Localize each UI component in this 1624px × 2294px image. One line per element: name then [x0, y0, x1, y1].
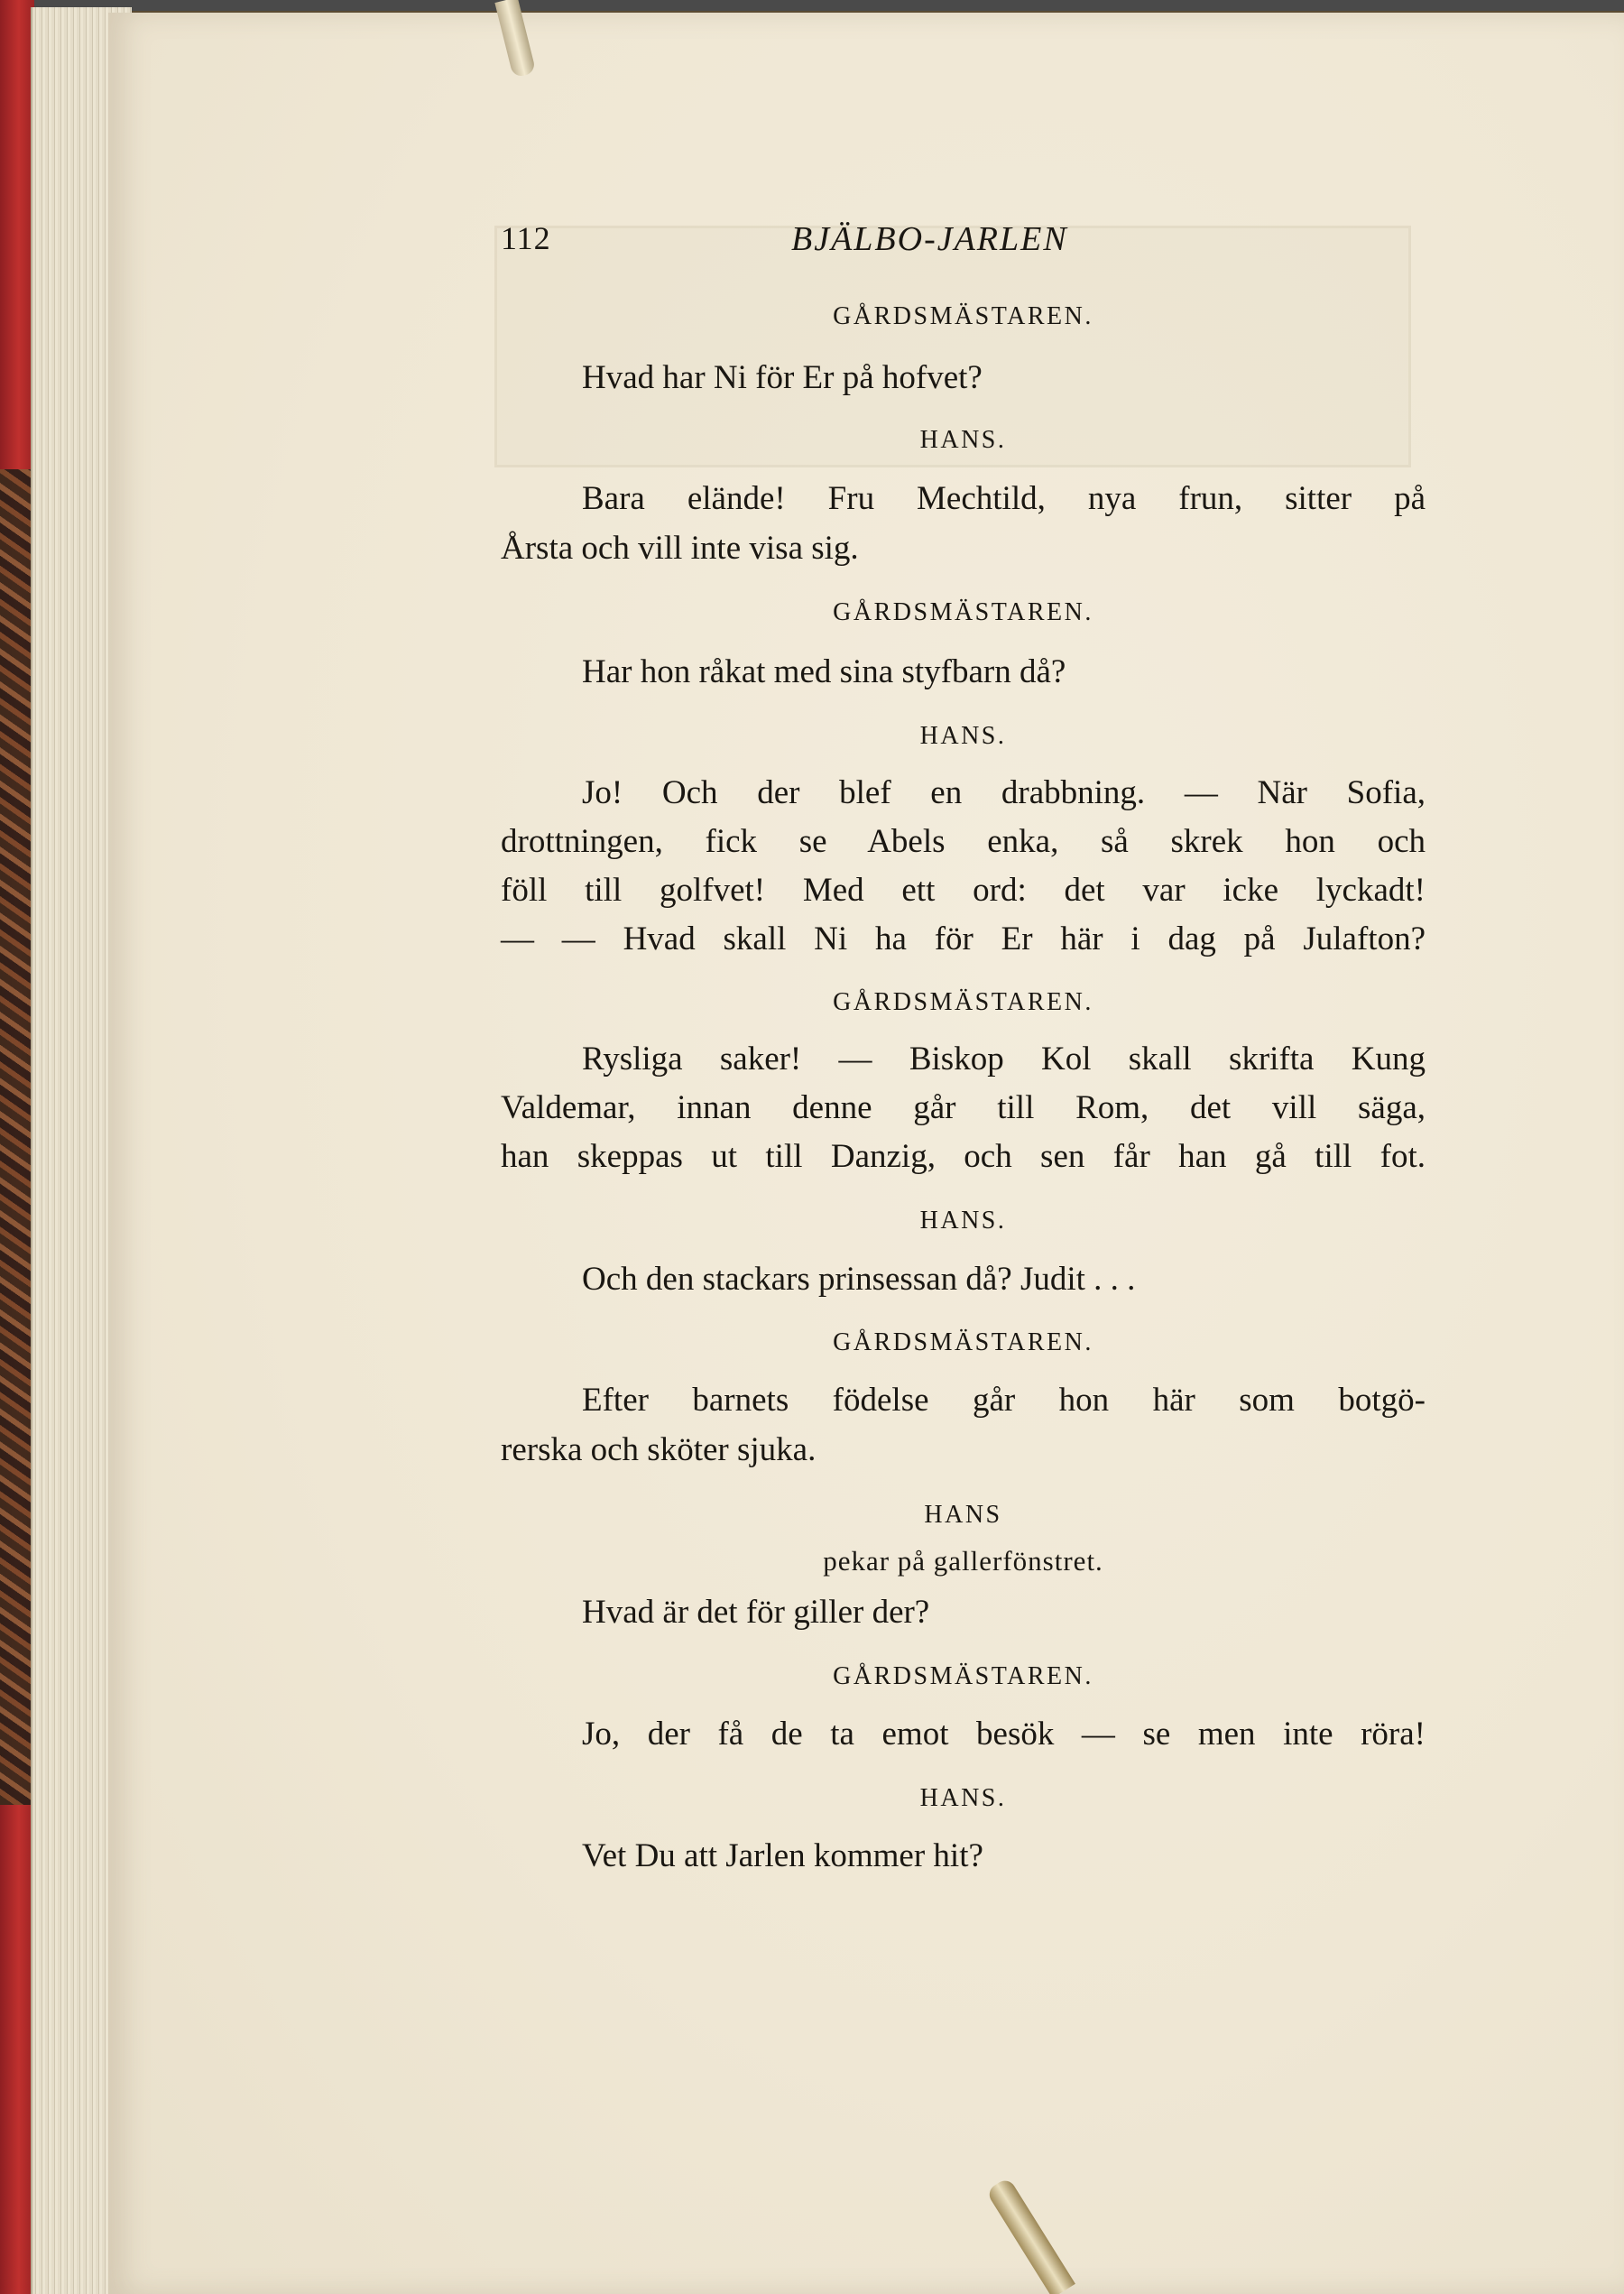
- dialogue-line: Och den stackars prinsessan då? Judit . . .: [582, 1261, 1136, 1298]
- dialogue-line: rerska och sköter sjuka.: [501, 1431, 817, 1468]
- page-number: 112: [501, 220, 551, 256]
- dialogue-line: Årsta och vill inte visa sig.: [501, 530, 859, 567]
- dialogue-line: Har hon råkat med sina styfbarn då?: [582, 653, 1066, 690]
- speaker-name: HANS.: [919, 426, 1007, 454]
- running-title: BJÄLBO-JARLEN: [791, 220, 1068, 258]
- speaker-name: HANS.: [919, 722, 1007, 750]
- running-header: [501, 219, 1132, 273]
- dialogue-line: Rysliga saker! — Biskop Kol skall skrifta Kung: [582, 1041, 1426, 1078]
- scanner-top-edge: [0, 0, 1624, 11]
- stage-direction: pekar på gallerfönstret.: [823, 1545, 1103, 1577]
- speaker-name: GÅRDSMÄSTAREN.: [833, 988, 1093, 1016]
- speaker-name: GÅRDSMÄSTAREN.: [833, 302, 1093, 330]
- dialogue-line: Efter barnets födelse går hon här som botgö-: [582, 1382, 1426, 1419]
- dialogue-line: Jo, der få de ta emot besök — se men inte röra!: [582, 1716, 1426, 1753]
- speaker-name: GÅRDSMÄSTAREN.: [833, 598, 1093, 626]
- speaker-name: GÅRDSMÄSTAREN.: [833, 1662, 1093, 1690]
- speaker-name: HANS: [924, 1501, 1002, 1529]
- dialogue-line: Jo! Och der blef en drabbning. — När Sofia,: [582, 774, 1426, 811]
- dialogue-line: Bara elände! Fru Mechtild, nya frun, sitter på: [582, 480, 1426, 517]
- dialogue-line: han skeppas ut till Danzig, och sen får han gå till fot.: [501, 1138, 1426, 1175]
- dialogue-line: drottningen, fick se Abels enka, så skrek hon och: [501, 823, 1426, 860]
- dialogue-line: Vet Du att Jarlen kommer hit?: [582, 1837, 983, 1874]
- dialogue-line: — — Hvad skall Ni ha för Er här i dag på Julafton?: [501, 920, 1426, 957]
- marbled-endpaper: [0, 469, 31, 1805]
- speaker-name: HANS.: [919, 1207, 1007, 1235]
- dialogue-line: Valdemar, innan denne går till Rom, det vill säga,: [501, 1089, 1426, 1126]
- dialogue-line: Hvad har Ni för Er på hofvet?: [582, 359, 983, 396]
- speaker-name: HANS.: [919, 1784, 1007, 1812]
- dialogue-line: Hvad är det för giller der?: [582, 1594, 930, 1631]
- dialogue-line: föll till golfvet! Med ett ord: det var icke lyckadt!: [501, 872, 1426, 909]
- speaker-name: GÅRDSMÄSTAREN.: [833, 1328, 1093, 1356]
